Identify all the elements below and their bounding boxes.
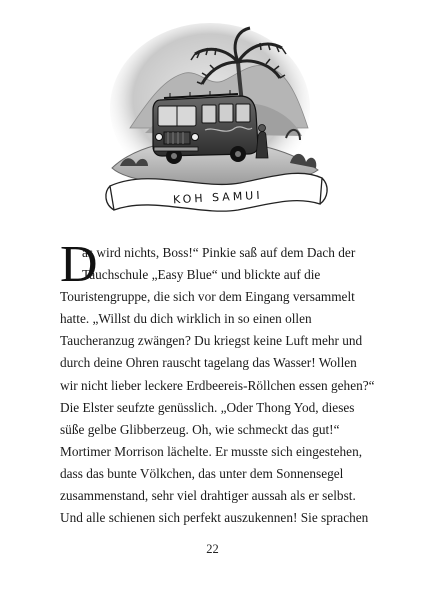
text-line: süße gelbe Glibberzeug. Oh, wie schmeckt das gut!“ <box>60 421 340 437</box>
chapter-illustration <box>90 18 335 223</box>
text-line: wir nicht lieber leckere Erdbeereis-Röllchen essen gehen?“ <box>60 377 375 393</box>
text-line: Die Elster seufzte genüsslich. „Oder Thong Yod, dieses <box>60 399 355 415</box>
text-line: Touristengruppe, die sich vor dem Eingang versammelt <box>60 289 355 305</box>
text-line: as wird nichts, Boss!“ Pinkie saß auf dem Dach der <box>82 245 356 260</box>
drop-cap: D <box>60 236 98 293</box>
bus-palm-island-illustration <box>90 18 335 223</box>
body-text <box>60 236 380 529</box>
text-line: Und alle schienen sich perfekt auszukennen! Sie sprachen <box>60 510 369 526</box>
text-line: durch deine Ohren rauscht tagelang das Wasser! Wollen <box>60 355 357 371</box>
text-line: Mortimer Morrison lächelte. Er musste sich eingestehen, <box>60 443 363 459</box>
text-line: dass das bunte Völkchen, das unter dem Sonnensegel <box>60 465 344 481</box>
text-line: hatte. „Willst du dich wirklich in so einen ollen <box>60 311 312 327</box>
text-line: zusammenstand, sehr viel drahtiger aussah als er selbst. <box>60 488 356 504</box>
text-line: Taucheranzug zwängen? Du kriegst keine Luft mehr und <box>60 333 363 349</box>
page-number: 22 <box>206 542 219 556</box>
text-line: Tauchschule „Easy Blue“ und blickte auf die <box>82 267 321 283</box>
banner-text: KOH SAMUI <box>172 188 263 207</box>
